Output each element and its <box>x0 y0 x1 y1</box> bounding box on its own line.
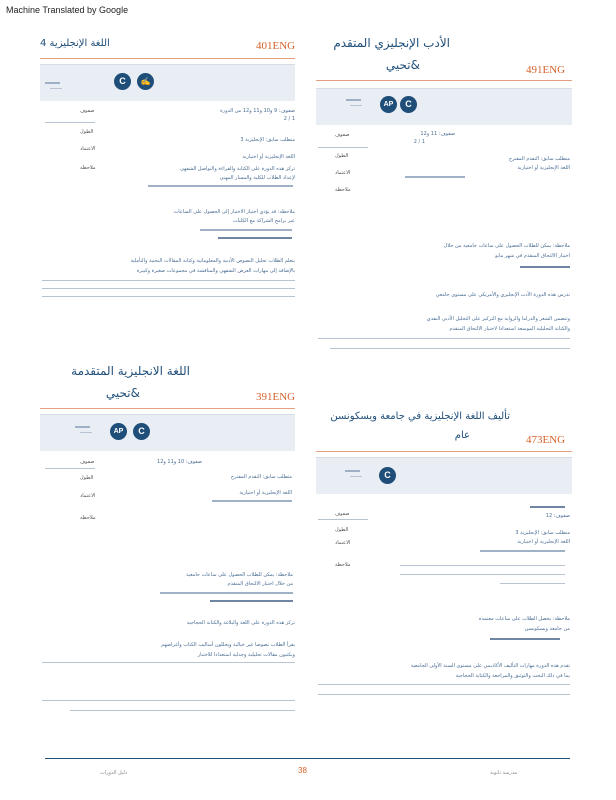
credit-value: اللغة الإنجليزية أو اختيارية <box>517 165 570 171</box>
paragraph-line: يتعلم الطلاب تحليل النصوص الأدبية والمعلوماتية وكتابة المقالات البحثية والتأملية <box>130 258 295 264</box>
divider <box>40 408 295 409</box>
description-line: لإعداد الطلاب للكلية والمسار المهني <box>219 175 295 181</box>
writing-icon: ✍ <box>137 73 154 90</box>
note-line: ملاحظة: يحصل الطلاب على ساعات معتمدة <box>478 616 570 622</box>
course-title: الأدب الإنجليزي المتقدم <box>333 36 450 50</box>
label-text <box>318 147 368 148</box>
band-text <box>350 476 362 477</box>
note-line: ملاحظة: يمكن للطلاب الحصول على ساعات جامعية من خلال <box>443 243 570 249</box>
course-info-band <box>316 88 572 125</box>
credit-value: اللغة الإنجليزية أو اختيارية <box>517 539 570 545</box>
description-line <box>400 574 565 575</box>
note-line: من خلال اختبار الالتحاق المتقدم <box>227 581 293 587</box>
band-text <box>346 99 361 101</box>
label-grades: صفوف <box>80 459 95 465</box>
paragraph-line: يقرأ الطلاب نصوصا غير خيالية ويحللون أساليب الكتاب وأغراضهم <box>161 642 295 648</box>
course-title: اللغة الإنجليزية 4 <box>40 38 110 49</box>
prerequisite-value: متطلب سابق: التقدم المقترح <box>508 156 570 162</box>
label-notes: ملاحظة <box>335 187 351 193</box>
grades-value: صفوف: 12 <box>545 513 570 519</box>
label-credit: الاعتماد <box>335 540 351 546</box>
college-credit-icon: C <box>114 73 131 90</box>
label-text <box>45 468 95 469</box>
length-value: 1 / 2 <box>413 139 425 145</box>
course-title-line2: عام <box>454 430 470 441</box>
label-credit: الاعتماد <box>335 170 351 176</box>
course-code: 491ENG <box>526 64 566 76</box>
label-notes: ملاحظة <box>80 165 96 171</box>
paragraph-line: تقدم هذه الدورة مهارات التأليف الأكاديمي على مستوى السنة الأولى الجامعية <box>410 663 570 669</box>
label-notes: ملاحظة <box>80 515 96 521</box>
band-text <box>345 470 360 472</box>
label-length: الطول <box>80 129 94 135</box>
page-number: 38 <box>298 766 307 775</box>
band-text <box>350 105 362 106</box>
paragraph-line <box>42 296 295 297</box>
label-grades: صفوف <box>335 511 350 517</box>
description-line: تركز هذه الدورة على الكتابة والقراءة والتواصل الشفهي <box>179 166 295 172</box>
note-line: عبر برامج الشراكة مع الكليات <box>232 218 295 224</box>
grades-value: صفوف: 11 و12 <box>420 131 455 137</box>
paragraph-line <box>330 348 570 349</box>
paragraph-line <box>42 700 295 701</box>
note-line: من جامعة ويسكونسن <box>524 626 570 632</box>
description-line <box>148 185 293 187</box>
note-line <box>218 237 292 239</box>
paragraph-line: بما في ذلك البحث والتوثيق والمراجعة والكتابة الحجاجية <box>455 673 570 679</box>
footer-left: دليل الدورات <box>100 770 128 776</box>
course-code: 401ENG <box>256 40 296 52</box>
course-code: 473ENG <box>526 434 566 446</box>
note-line <box>210 600 293 602</box>
label-text <box>318 519 368 520</box>
band-text <box>50 88 62 89</box>
band-text <box>75 426 90 428</box>
course-info-band <box>40 414 295 451</box>
paragraph-line: ويكتبون مقالات تحليلية وجدلية استعدادا للاختبار <box>197 652 295 658</box>
divider <box>40 58 295 59</box>
note-line <box>160 592 293 594</box>
length-value: 1 / 2 <box>283 116 295 122</box>
note-line: اختبار الالتحاق المتقدم في شهر مايو <box>495 253 570 259</box>
note-line <box>200 229 292 231</box>
note-line: ملاحظة: قد يؤدي اجتياز الاختبار إلى الحصول على الساعات <box>173 209 295 215</box>
label-credit: الاعتماد <box>80 493 96 499</box>
prerequisite-value: متطلب سابق: الإنجليزية 3 <box>240 137 295 143</box>
course-title: تأليف اللغة الإنجليزية في جامعة ويسكونسن <box>330 411 510 422</box>
footer-rule <box>45 758 570 759</box>
label-credit: الاعتماد <box>80 146 96 152</box>
college-credit-icon: C <box>133 423 150 440</box>
divider <box>316 80 572 81</box>
advanced-placement-icon: AP <box>380 96 397 113</box>
course-code: 391ENG <box>256 391 296 403</box>
paragraph-line <box>42 288 295 289</box>
course-info-band <box>40 64 295 101</box>
prerequisite-value: متطلب سابق: التقدم المقترح <box>230 474 292 480</box>
divider <box>316 451 572 452</box>
college-credit-icon: C <box>379 467 396 484</box>
note-line: ملاحظة: يمكن للطلاب الحصول على ساعات جامعية <box>186 572 293 578</box>
description-line <box>400 565 565 566</box>
grades-value: صفوف: 9 و10 و11 و12 من الدورة <box>220 108 295 114</box>
course-title-line2: &تحيي <box>105 386 140 400</box>
label-text <box>45 122 95 123</box>
note-line <box>520 266 570 268</box>
label-grades: صفوف <box>80 108 95 114</box>
footer-right: مدرسة ثانوية <box>490 770 518 776</box>
paragraph-line: تدرس هذه الدورة الأدب الإنجليزي والأمريكي على مستوى جامعي <box>435 292 570 298</box>
paragraph-line: بالإضافة إلى مهارات العرض الشفهي والمناقشة في مجموعات صغيرة وكبيرة <box>136 268 295 274</box>
paragraph-line <box>42 280 295 281</box>
band-text <box>80 432 92 433</box>
credit-value: اللغة الإنجليزية أو اختيارية <box>242 154 295 160</box>
credit-value: اللغة الإنجليزية أو اختيارية <box>239 490 292 496</box>
credit-value <box>480 550 565 552</box>
paragraph-line: وتتضمن الشعر والدراما والرواية مع التركيز على التحليل الأدبي النقدي <box>426 316 570 322</box>
label-length: الطول <box>335 153 349 159</box>
watermark: Machine Translated by Google <box>6 5 129 15</box>
band-text <box>45 82 60 84</box>
label-length: الطول <box>335 527 349 533</box>
label-length: الطول <box>80 475 94 481</box>
credit-value <box>405 176 465 178</box>
advanced-placement-icon: AP <box>110 423 127 440</box>
prerequisite-value: متطلب سابق: الإنجليزية 3 <box>515 530 570 536</box>
label-notes: ملاحظة <box>335 562 351 568</box>
grades-value <box>530 506 565 508</box>
note-line <box>490 638 560 640</box>
college-credit-icon: C <box>400 96 417 113</box>
course-title: اللغة الانجليزية المتقدمة <box>71 364 190 378</box>
paragraph-line: تركز هذه الدورة على اللغة والبلاغة والكتابة الحجاجية <box>186 620 295 626</box>
paragraph-line: والكتابة التحليلية الموسعة استعدادا لاختبار الالتحاق المتقدم <box>449 326 570 332</box>
paragraph-line <box>318 694 570 695</box>
grades-value: صفوف: 10 و11 و12 <box>157 459 202 465</box>
paragraph-line <box>318 684 570 685</box>
course-title-line2: &تحيي <box>385 58 420 72</box>
paragraph-line <box>42 662 295 663</box>
paragraph-line <box>318 338 570 339</box>
credit-value <box>212 500 292 502</box>
label-grades: صفوف <box>335 132 350 138</box>
description-line <box>500 583 565 584</box>
paragraph-line <box>70 710 295 711</box>
